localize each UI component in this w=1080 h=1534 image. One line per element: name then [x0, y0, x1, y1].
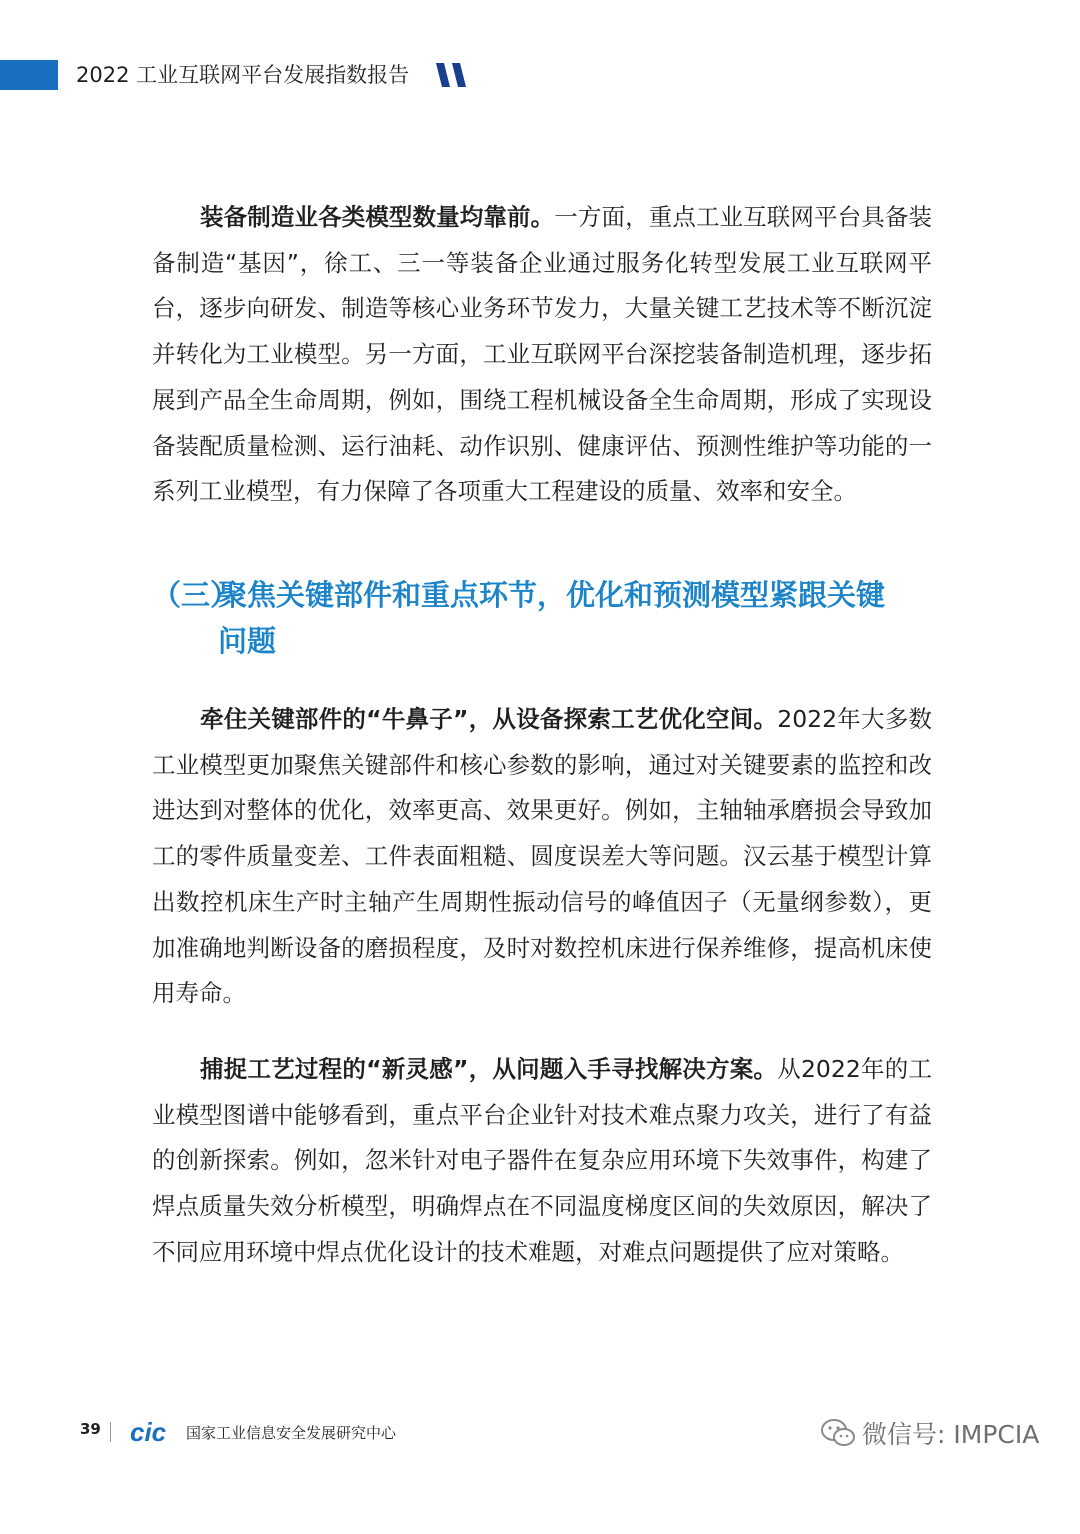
paragraph-body: 一方面，重点工业互联网平台具备装备制造“基因”，徐工、三一等装备企业通过服务化转型发展工业互联网平台，逐步向研发、制造等核心业务环节发力，大量关键工艺技术等不断沉淀并转化为工业模型。另一方面，工业互联网平台深挖装备制造机理，逐步拓展到产品全生命周期，例如，围绕工程机械设备全生命周期，形成了实现设备装配质量检测、运行油耗、动作识别、健康评估、预测性维护等功能的一系列工业模型，有力保障了各项重大工程建设的质量、效率和安全。 [152, 203, 932, 506]
header-slash-mark-icon [432, 63, 470, 87]
section-title-line1: 聚焦关键部件和重点环节，优化和预测模型紧跟关键 [218, 578, 886, 612]
report-title: 2022 工业互联网平台发展指数报告 [76, 63, 410, 87]
paragraph-process-inspiration [152, 1047, 932, 1276]
footer-divider [110, 1422, 111, 1442]
cic-logo-icon [130, 1420, 192, 1444]
paragraph-body: 从2022年的工业模型图谱中能够看到，重点平台企业针对技术难点聚力攻关，进行了有益的创新探索。例如，忽米针对电子器件在复杂应用环境下失效事件，构建了焊点质量失效分析模型，明确焊点在不同温度梯度区间的失效原因，解决了不同应用环境中焊点优化设计的技术难题，对难点问题提供了应对策略。 [152, 1055, 932, 1266]
paragraph-lead: 装备制造业各类模型数量均靠前。 [200, 203, 555, 231]
section-number: （三） [152, 578, 240, 612]
section-title-line2: 问题 [218, 624, 277, 658]
paragraph-equipment-models [152, 195, 932, 515]
page-footer [80, 1418, 1040, 1448]
paragraph-body: 2022年大多数工业模型更加聚焦关键部件和核心参数的影响，通过对关键要素的监控和改进达到对整体的优化，效率更高、效果更好。例如，主轴轴承磨损会导致加工的零件质量变差、工件表面粗糙、圆度误差大等问题。汉云基于模型计算出数控机床生产时主轴产生周期性振动信号的峰值因子（无量纲参数），更加准确地判断设备的磨损程度，及时对数控机床进行保养维修，提高机床使用寿命。 [152, 705, 932, 1008]
paragraph-lead: 牵住关键部件的“牛鼻子”，从设备探索工艺优化空间。 [200, 705, 778, 733]
section-heading [152, 572, 942, 664]
paragraph-key-components [152, 697, 932, 1017]
wechat-watermark [820, 1418, 1039, 1448]
organization-name: 国家工业信息安全发展研究中心 [186, 1424, 397, 1442]
header-accent-bar [0, 60, 58, 90]
wechat-icon [820, 1418, 856, 1448]
watermark-text: 微信号: IMPCIA [862, 1420, 1040, 1449]
paragraph-lead: 捕捉工艺过程的“新灵感”，从问题入手寻找解决方案。 [200, 1055, 778, 1083]
svg-text:cic: cic [130, 1420, 167, 1444]
page-number: 39 [80, 1420, 101, 1438]
